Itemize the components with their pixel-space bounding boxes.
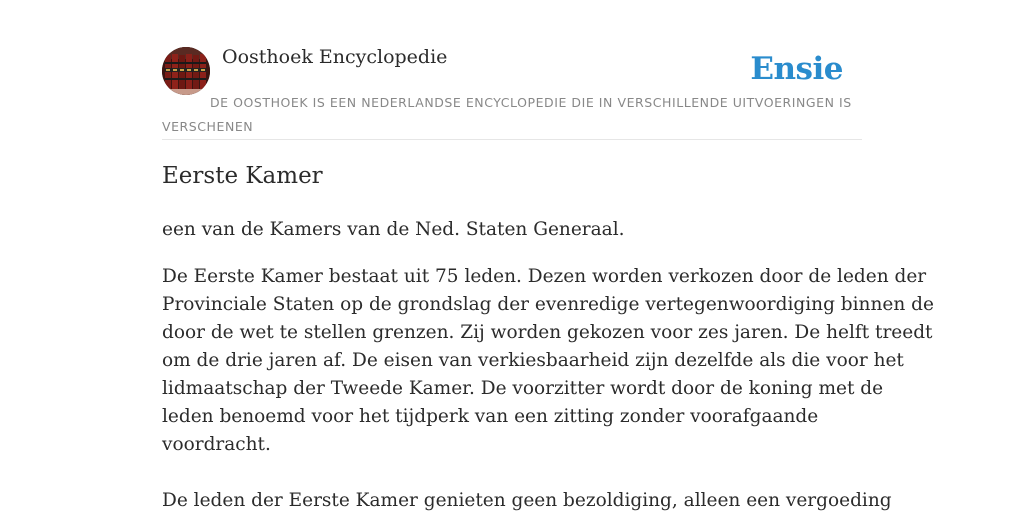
paragraph-line: lidmaatschap der Tweede Kamer. De voorzitter wordt door de koning met de [162,378,884,399]
paragraph-line: leden benoemd voor het tijdperk van een zitting zonder voorafgaande [162,406,819,427]
article-title: Eerste Kamer [162,163,323,189]
paragraph-line: om de drie jaren af. De eisen van verkiesbaarheid zijn dezelfde als die voor het [162,350,904,371]
paragraph-line: voordracht. [162,434,271,455]
paragraph-line: De leden der Eerste Kamer genieten geen bezoldiging, alleen een vergoeding [162,490,892,511]
article-content [162,216,934,512]
paragraph-line: door de wet te stellen grenzen. Zij worden gekozen voor zes jaren. De helft treedt [162,322,933,343]
encyclopedia-books-icon [162,47,210,95]
paragraph-line: Provinciale Staten op de grondslag der evenredige vertegenwoordiging binnen de [162,294,934,315]
paragraph-line: De Eerste Kamer bestaat uit 75 leden. Dezen worden verkozen door de leden der [162,266,927,287]
ensie-logo-link[interactable]: Ensie [750,51,843,87]
article-intro: een van de Kamers van de Ned. Staten Generaal. [162,219,625,240]
site-tagline: DE OOSTHOEK IS EEN NEDERLANDSE ENCYCLOPEDIE DIE IN VERSCHILLENDE UITVOERINGEN IS VERSCHENEN [162,95,852,134]
site-avatar[interactable] [162,47,210,95]
header-divider [162,139,862,140]
site-name-link[interactable]: Oosthoek Encyclopedie [222,46,448,68]
